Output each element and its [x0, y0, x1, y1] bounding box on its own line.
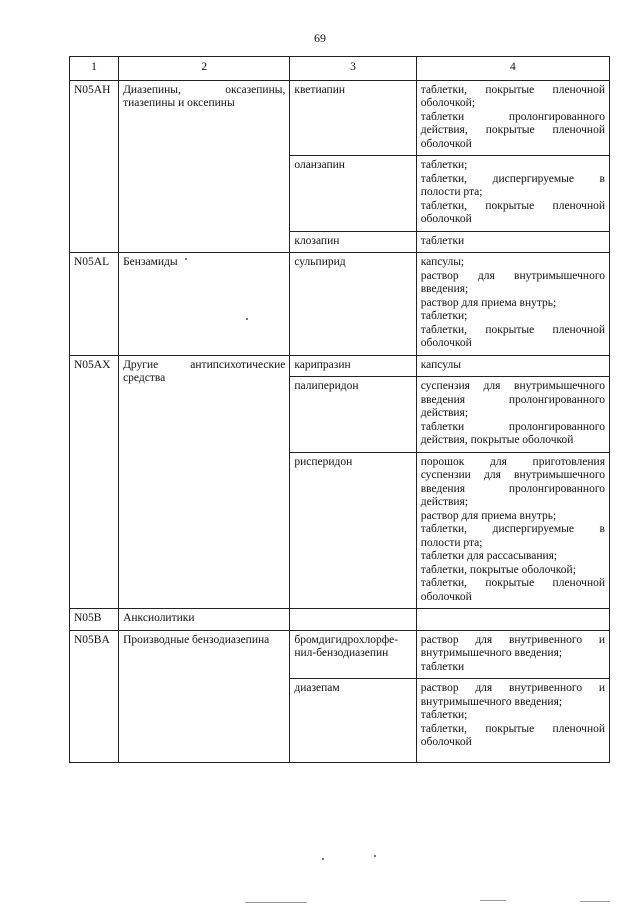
dosage-form-line: оболочкой — [420, 736, 472, 748]
scan-speck — [374, 855, 376, 857]
group-name — [119, 609, 290, 631]
dosage-forms — [416, 630, 609, 679]
dosage-form-line: таблетки, покрытые пленочной — [420, 323, 605, 336]
dosage-form-line: оболочкой — [420, 337, 472, 349]
drug-name-line: нил-бензодиазепин — [294, 647, 389, 659]
dosage-form-line: раствор для приема внутрь; — [420, 296, 557, 309]
dosage-form-line: таблетки, покрытые пленочной — [420, 577, 605, 589]
group-name-line: средства — [123, 372, 166, 384]
dosage-form-line: введения пролонгированного — [420, 482, 605, 495]
dosage-forms — [416, 80, 609, 156]
dosage-form-line: полости рта; — [420, 536, 483, 549]
dosage-forms — [416, 679, 609, 763]
dosage-forms — [416, 231, 609, 253]
scan-line — [480, 900, 506, 901]
dosage-form-line: действия, покрытые пленочной — [420, 124, 605, 136]
dosage-form-line: таблетки; — [420, 159, 468, 171]
drug-name: сульпирид — [290, 253, 416, 356]
dosage-forms — [416, 452, 609, 609]
table-row — [70, 253, 610, 356]
dosage-form-line: суспензии для внутримышечного — [420, 469, 605, 481]
dosage-form-line: таблетки, покрытые оболочкой; — [420, 563, 576, 576]
dosage-form-line: введения пролонгированного — [420, 393, 605, 406]
dosage-form-line: раствор для внутримышечного — [420, 269, 605, 282]
dosage-form-line: внутримышечного введения; — [420, 695, 563, 708]
dosage-form-line: таблетки; — [420, 310, 468, 322]
atc-code: N05B — [70, 609, 119, 631]
dosage-form-line: таблетки для рассасывания; — [420, 550, 558, 562]
dosage-form-line: таблетки, покрытые пленочной — [420, 722, 605, 735]
dosage-form-line: полости рта; — [420, 186, 483, 198]
group-name — [119, 630, 290, 763]
dosage-form-line: таблетки, покрытые пленочной — [420, 199, 605, 212]
atc-code: N05AL — [70, 253, 119, 356]
drug-name: клозапин — [290, 231, 416, 253]
table-header-row — [70, 57, 610, 81]
header-col-1: 1 — [70, 57, 119, 81]
dosage-form-line: оболочкой; — [420, 97, 476, 109]
atc-code: N05BA — [70, 630, 119, 763]
dosage-form-line: таблетки, покрытые пленочной — [420, 83, 605, 96]
dosage-form-line: таблетки пролонгированного — [420, 110, 605, 123]
dosage-form-line: оболочкой — [420, 137, 472, 150]
dosage-forms — [416, 253, 609, 356]
scan-speck — [322, 858, 324, 860]
scan-line — [245, 902, 307, 903]
dosage-form-line: действия, покрытые оболочкой — [420, 434, 574, 446]
group-name-line: Анксиолитики — [123, 612, 195, 624]
drug-name: кветиапин — [290, 80, 416, 156]
drug-table — [69, 56, 610, 763]
dosage-form-line: таблетки пролонгированного — [420, 420, 605, 433]
dosage-form-line: раствор для внутривенного и — [420, 682, 605, 694]
drug-name: карипразин — [290, 355, 416, 377]
dosage-form-line: капсулы; — [420, 256, 465, 268]
dosage-forms — [416, 355, 609, 377]
dosage-form-line: таблетки, диспергируемые в — [420, 172, 605, 185]
table-row — [70, 630, 610, 679]
dosage-form-line: оболочкой — [420, 590, 472, 603]
scan-line — [580, 901, 610, 902]
drug-name-empty — [290, 609, 416, 631]
header-col-2: 2 — [119, 57, 290, 81]
group-name — [119, 355, 290, 609]
drug-name — [290, 630, 416, 679]
dosage-form-line: таблетки, диспергируемые в — [420, 523, 605, 535]
dosage-form-line: порошок для приготовления — [420, 455, 605, 468]
dosage-form-line: таблетки — [420, 660, 465, 673]
scan-speck — [246, 318, 248, 320]
dosage-form-line: внутримышечного введения; — [420, 647, 563, 659]
atc-code: N05AH — [70, 80, 119, 253]
dosage-forms — [416, 377, 609, 453]
table-row — [70, 355, 610, 377]
page-number: 69 — [314, 31, 326, 45]
header-col-4: 4 — [416, 57, 609, 81]
dosage-form-line: введения; — [420, 283, 469, 295]
dosage-form-line: суспензия для внутримышечного — [420, 380, 605, 392]
dosage-form-line: раствор для внутривенного и — [420, 633, 605, 646]
atc-code: N05AX — [70, 355, 119, 609]
dosage-form-line: таблетки; — [420, 709, 468, 721]
group-name — [119, 253, 290, 356]
group-name-line: Диазепины, оксазепины, — [123, 83, 286, 96]
table-row — [70, 80, 610, 156]
group-name-line: Бензамиды — [123, 256, 178, 268]
drug-name: рисперидон — [290, 452, 416, 609]
drug-name: оланзапин — [290, 156, 416, 232]
dosage-form-line: действия; — [420, 407, 469, 419]
drug-name: диазепам — [290, 679, 416, 763]
dosage-forms-empty — [416, 609, 609, 631]
drug-name-line: бромдигидрохлорфе- — [294, 633, 399, 646]
dosage-form-line: раствор для приема внутрь; — [420, 509, 557, 522]
dosage-form-line: оболочкой — [420, 213, 472, 225]
drug-name: палиперидон — [290, 377, 416, 453]
scan-speck — [185, 258, 187, 260]
group-name-line: тиазепины и оксепины — [123, 97, 235, 109]
group-name — [119, 80, 290, 253]
group-name-line: Другие антипсихотические — [123, 358, 286, 371]
group-name-line: Производные бензодиазепина — [123, 633, 270, 646]
table-row — [70, 609, 610, 631]
dosage-forms — [416, 156, 609, 232]
dosage-form-line: таблетки — [420, 234, 465, 247]
header-col-3: 3 — [290, 57, 416, 81]
dosage-form-line: капсулы — [420, 358, 461, 371]
dosage-form-line: действия; — [420, 496, 469, 508]
